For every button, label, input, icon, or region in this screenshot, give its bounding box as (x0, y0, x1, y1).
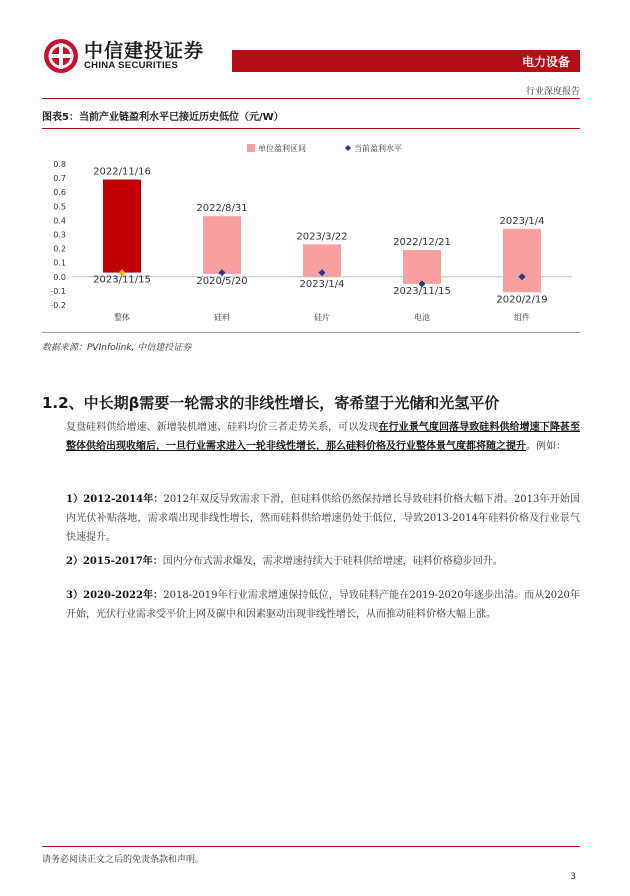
period-text-2020: 2018-2019年行业需求增速保持低位，导致硅料产能在2019-2020年逐步出清。而从2020年开始，光伏行业需求受平价上网及碳中和因素驱动出现非线性增长，从而推动硅料价格大幅上涨。 (66, 590, 580, 620)
section-heading: 1.2、中长期β需要一轮需求的非线性增长，寄希望于光储和光氢平价 (42, 394, 500, 412)
y-tick-label: -0.2 (50, 301, 66, 310)
footer-disclaimer: 请务必阅读正文之后的免责条款和声明。 (42, 855, 205, 865)
page-header (0, 0, 630, 100)
x-category-label: 组件 (514, 313, 530, 322)
source-divider (42, 332, 580, 333)
intro-key-finding: 在行业景气度回落导致硅料供给增速下降甚至整体供给出现收缩后，一旦行业需求进入一轮非线性增长，那么硅料价格及行业整体景气度都将随之提升 (66, 422, 581, 452)
period-text-2015: 国内分布式需求爆发，需求增速持续大于硅料供给增速，硅料价格稳步回升。 (162, 556, 503, 567)
x-category-label: 硅片 (314, 313, 330, 322)
paragraph-2020-2022 (66, 586, 580, 624)
header-divider (42, 98, 580, 99)
chart-legend (247, 143, 402, 153)
y-tick-label: 0.3 (53, 230, 66, 240)
y-tick-label: 0.8 (53, 160, 66, 169)
high-date-label: 2022/12/21 (393, 237, 451, 249)
bars (93, 167, 547, 306)
footer-divider (42, 846, 580, 847)
legend-current-label: 当前盈利水平 (354, 144, 402, 153)
sector-banner (232, 50, 580, 72)
y-tick-label: 0.5 (53, 202, 66, 212)
low-date-label: 2023/1/4 (299, 278, 345, 290)
period-label-2012: 1）2012-2014年： (66, 494, 164, 505)
high-date-label: 2022/8/31 (196, 203, 248, 215)
figure-title: 图表5：当前产业链盈利水平已接近历史低位（元/W） (42, 112, 284, 123)
y-tick-label: 0.4 (53, 216, 66, 226)
legend-range-swatch (247, 144, 255, 152)
range-bar (503, 229, 541, 292)
low-date-label: 2020/5/20 (196, 275, 248, 287)
page-number: 3 (570, 872, 576, 882)
y-tick-label: 0.0 (53, 272, 66, 282)
x-category-label: 整体 (114, 313, 130, 322)
x-axis (114, 312, 530, 322)
figure-title-divider (42, 128, 580, 129)
y-tick-label: 0.7 (53, 174, 66, 184)
brand-name-cn: 中信建投证券 (84, 40, 205, 62)
intro-tail: 。例如： (526, 441, 566, 452)
figure-source: 数据来源：PVInfolink, 中信建投证券 (42, 343, 192, 353)
high-date-label: 2023/3/22 (296, 231, 348, 243)
y-tick-label: 0.1 (53, 258, 66, 268)
y-tick-label: 0.6 (53, 188, 66, 198)
range-bar (403, 250, 441, 284)
intro-lead: 复盘硅料供给增速、新增装机增速、硅料均价三者走势关系，可以发现 (66, 422, 379, 433)
x-category-label: 硅料 (214, 313, 230, 322)
sector-label: 电力设备 (521, 55, 570, 69)
company-logo-icon (43, 38, 79, 74)
period-label-2015: 2）2015-2017年： (66, 556, 163, 567)
period-label-2020: 3）2020-2022年： (66, 590, 164, 601)
low-date-label: 2020/2/19 (496, 294, 548, 306)
brand-name-en: CHINA SECURITIES (84, 60, 179, 71)
paragraph-intro (66, 418, 580, 456)
high-date-label: 2023/1/4 (499, 215, 545, 227)
range-bar (203, 216, 241, 274)
y-tick-label: 0.2 (53, 244, 66, 254)
legend-current-marker (345, 145, 351, 151)
report-type: 行业深度报告 (525, 87, 580, 97)
range-bar (103, 180, 141, 273)
paragraph-2015-2017 (66, 552, 580, 571)
legend-range-label: 单位盈利区间 (258, 144, 306, 153)
y-tick-label: -0.1 (50, 286, 66, 296)
paragraph-2012-2014 (66, 490, 580, 547)
low-date-label: 2023/11/15 (93, 274, 151, 286)
x-category-label: 电池 (414, 313, 430, 322)
low-date-label: 2023/11/15 (393, 285, 451, 297)
high-date-label: 2022/11/16 (93, 166, 151, 178)
profit-range-chart (42, 142, 580, 328)
period-text-2012: 2012年双反导致需求下滑，但硅料供给仍然保持增长导致硅料价格大幅下滑。2013年开始国内光伏补贴落地，需求端出现非线性增长，然而硅料供给增速仍处于低位，导致2013-2014年硅料价格及行业景气快速提升。 (66, 494, 580, 543)
